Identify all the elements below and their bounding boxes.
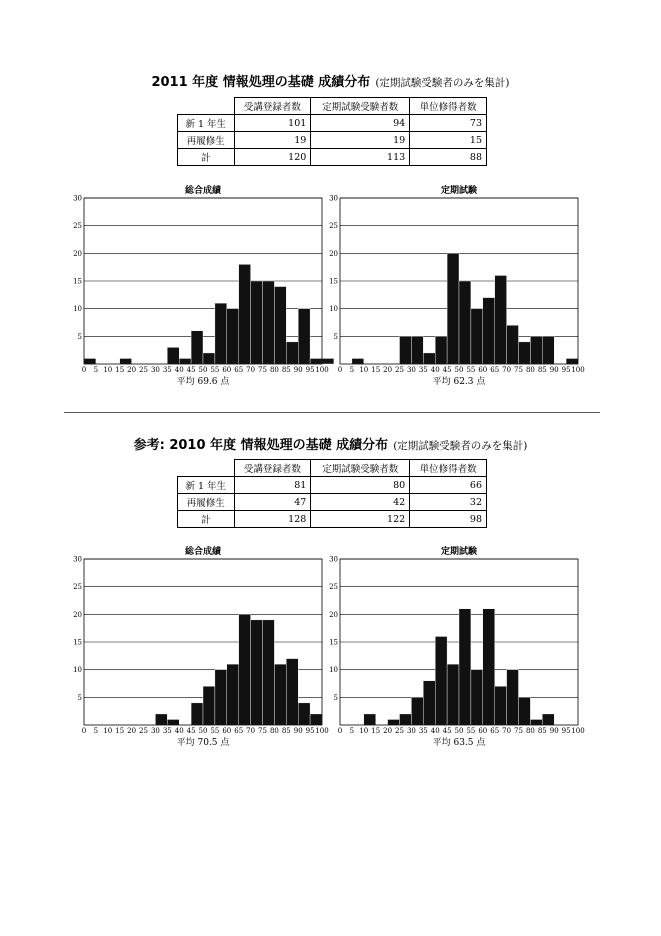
histogram-bar xyxy=(471,670,483,725)
table-corner xyxy=(178,460,235,477)
table-cell: 66 xyxy=(410,477,487,494)
histogram-bar xyxy=(364,714,376,725)
table-cell: 15 xyxy=(410,132,487,149)
y-tick-label: 15 xyxy=(73,638,82,647)
table-cell: 81 xyxy=(234,477,311,494)
y-tick-label: 5 xyxy=(77,693,82,702)
histogram-bar xyxy=(155,714,167,725)
x-tick-label: 20 xyxy=(383,727,393,735)
table-row xyxy=(178,149,487,166)
x-tick-label: 10 xyxy=(103,366,113,374)
histogram-bar xyxy=(286,342,298,364)
histogram-bar xyxy=(388,719,400,725)
histogram-bar xyxy=(483,609,495,725)
histogram-bar xyxy=(120,358,132,364)
histogram-bar xyxy=(239,264,251,364)
histogram-bar xyxy=(542,336,554,364)
histogram-bar xyxy=(435,636,447,725)
table-header-cell: 受講登録者数 xyxy=(234,460,311,477)
histogram-bar xyxy=(471,309,483,364)
row-label: 新 1 年生 xyxy=(178,115,235,132)
histogram-bar xyxy=(215,303,227,364)
histogram-bar xyxy=(203,353,215,364)
x-tick-label: 60 xyxy=(222,366,232,374)
y-tick-label: 20 xyxy=(73,610,82,619)
histogram-svg xyxy=(60,541,329,756)
table-cell: 32 xyxy=(410,494,487,511)
x-tick-label: 30 xyxy=(150,366,160,374)
table-cell: 73 xyxy=(410,115,487,132)
x-tick-label: 45 xyxy=(186,727,196,735)
x-tick-label: 45 xyxy=(442,727,452,735)
x-tick-label: 70 xyxy=(502,727,512,735)
x-tick-label: 15 xyxy=(115,366,125,374)
histogram-2011-exam xyxy=(316,180,585,395)
histogram-bar xyxy=(203,686,215,725)
histogram-bar xyxy=(400,336,412,364)
x-tick-label: 65 xyxy=(490,727,500,735)
x-tick-label: 75 xyxy=(514,727,523,735)
histogram-bar xyxy=(191,331,203,364)
histogram-bar xyxy=(215,670,227,725)
histogram-bar xyxy=(566,358,578,364)
x-tick-label: 50 xyxy=(198,366,208,374)
histogram-bar xyxy=(263,281,275,364)
y-tick-label: 20 xyxy=(329,249,338,258)
y-tick-label: 30 xyxy=(73,194,82,203)
row-label: 計 xyxy=(178,511,235,528)
histogram-bar xyxy=(530,336,542,364)
histogram-bar xyxy=(411,336,423,364)
y-tick-label: 25 xyxy=(73,222,82,231)
x-tick-label: 90 xyxy=(293,366,303,374)
enrollment-table-2011 xyxy=(177,97,487,166)
x-tick-label: 0 xyxy=(81,727,87,735)
table-cell: 98 xyxy=(410,511,487,528)
y-tick-label: 15 xyxy=(329,638,338,647)
histogram-bar xyxy=(423,353,435,364)
table-cell: 94 xyxy=(311,115,410,132)
histogram-bar xyxy=(263,620,275,725)
x-tick-label: 60 xyxy=(478,366,488,374)
y-tick-label: 10 xyxy=(73,666,82,675)
y-tick-label: 15 xyxy=(73,277,82,286)
x-tick-label: 30 xyxy=(406,727,416,735)
histogram-bar xyxy=(274,287,286,364)
x-tick-label: 5 xyxy=(93,366,99,374)
x-tick-label: 10 xyxy=(359,727,369,735)
x-tick-label: 50 xyxy=(198,727,208,735)
histogram-bar xyxy=(435,336,447,364)
x-tick-label: 60 xyxy=(222,727,232,735)
table-row xyxy=(178,115,487,132)
y-tick-label: 10 xyxy=(73,305,82,314)
x-tick-label: 40 xyxy=(174,727,184,735)
histogram-bar xyxy=(507,670,519,725)
table-row xyxy=(178,511,487,528)
x-tick-label: 55 xyxy=(210,366,220,374)
chart-title: 総合成績 xyxy=(184,186,222,196)
histogram-svg xyxy=(316,541,585,756)
mean-caption: 平均 69.6 点 xyxy=(176,377,230,387)
histogram-bar xyxy=(84,358,96,364)
mean-caption: 平均 63.5 点 xyxy=(432,738,486,748)
x-tick-label: 50 xyxy=(454,366,464,374)
y-tick-label: 25 xyxy=(73,583,82,592)
y-tick-label: 5 xyxy=(77,332,82,341)
x-tick-label: 25 xyxy=(139,366,148,374)
x-tick-label: 25 xyxy=(139,727,148,735)
x-tick-label: 50 xyxy=(454,727,464,735)
title-text: 2011 年度 情報処理の基礎 成績分布 xyxy=(151,75,371,90)
x-tick-label: 15 xyxy=(371,366,381,374)
x-tick-label: 85 xyxy=(281,366,291,374)
x-tick-label: 15 xyxy=(371,727,381,735)
x-tick-label: 35 xyxy=(418,727,428,735)
table-corner xyxy=(178,98,235,115)
x-tick-label: 80 xyxy=(269,727,279,735)
row-label: 再履修生 xyxy=(178,494,235,511)
histogram-svg xyxy=(60,180,329,395)
row-label: 計 xyxy=(178,149,235,166)
x-tick-label: 65 xyxy=(490,366,500,374)
x-tick-label: 65 xyxy=(234,727,244,735)
y-tick-label: 20 xyxy=(73,249,82,258)
histogram-bar xyxy=(251,620,263,725)
x-tick-label: 35 xyxy=(162,366,172,374)
histogram-bar xyxy=(274,664,286,725)
x-tick-label: 20 xyxy=(127,727,137,735)
histogram-bar xyxy=(519,342,531,364)
histogram-bar xyxy=(447,664,459,725)
histogram-bar xyxy=(519,697,531,725)
x-tick-label: 100 xyxy=(571,727,585,735)
histogram-bar xyxy=(179,358,191,364)
histogram-bar xyxy=(286,659,298,725)
x-tick-label: 95 xyxy=(305,366,315,374)
enrollment-table-2010 xyxy=(177,459,487,528)
table-header-cell: 単位修得者数 xyxy=(410,460,487,477)
y-tick-label: 5 xyxy=(333,693,338,702)
table-cell: 128 xyxy=(234,511,311,528)
x-tick-label: 85 xyxy=(281,727,291,735)
table-cell: 80 xyxy=(311,477,410,494)
histogram-bar xyxy=(191,703,203,725)
table-cell: 113 xyxy=(311,149,410,166)
x-tick-label: 45 xyxy=(442,366,452,374)
x-tick-label: 10 xyxy=(359,366,369,374)
x-tick-label: 0 xyxy=(337,366,343,374)
x-tick-label: 30 xyxy=(150,727,160,735)
histogram-bar xyxy=(251,281,263,364)
report-title-2010 xyxy=(0,434,661,453)
x-tick-label: 35 xyxy=(418,366,428,374)
y-tick-label: 20 xyxy=(329,610,338,619)
x-tick-label: 55 xyxy=(466,727,476,735)
table-header-cell: 定期試験受験者数 xyxy=(311,460,410,477)
chart-title: 定期試験 xyxy=(440,547,478,557)
x-tick-label: 55 xyxy=(466,366,476,374)
histogram-bar xyxy=(542,714,554,725)
x-tick-label: 100 xyxy=(315,727,329,735)
chart-title: 定期試験 xyxy=(440,186,478,196)
table-header-row xyxy=(178,460,487,477)
histogram-2010-exam xyxy=(316,541,585,756)
row-label: 新 1 年生 xyxy=(178,477,235,494)
row-label: 再履修生 xyxy=(178,132,235,149)
x-tick-label: 35 xyxy=(162,727,172,735)
histogram-bar xyxy=(400,714,412,725)
x-tick-label: 95 xyxy=(561,727,571,735)
table-cell: 47 xyxy=(234,494,311,511)
histogram-bar xyxy=(423,681,435,725)
y-tick-label: 10 xyxy=(329,666,338,675)
histogram-bar xyxy=(411,697,423,725)
mean-caption: 平均 70.5 点 xyxy=(176,738,230,748)
chart-title: 総合成績 xyxy=(184,547,222,557)
x-tick-label: 5 xyxy=(93,727,99,735)
x-tick-label: 55 xyxy=(210,727,220,735)
x-tick-label: 100 xyxy=(315,366,329,374)
x-tick-label: 20 xyxy=(127,366,137,374)
histogram-svg xyxy=(316,180,585,395)
table-header-cell: 定期試験受験者数 xyxy=(311,98,410,115)
table-row xyxy=(178,494,487,511)
histogram-bar xyxy=(495,686,507,725)
x-tick-label: 25 xyxy=(395,366,404,374)
x-tick-label: 95 xyxy=(305,727,315,735)
y-tick-label: 30 xyxy=(329,194,338,203)
x-tick-label: 70 xyxy=(246,366,256,374)
histogram-bar xyxy=(352,358,364,364)
histogram-bar xyxy=(507,325,519,364)
x-tick-label: 75 xyxy=(514,366,523,374)
x-tick-label: 80 xyxy=(269,366,279,374)
histogram-bar xyxy=(483,298,495,364)
x-tick-label: 90 xyxy=(293,727,303,735)
x-tick-label: 65 xyxy=(234,366,244,374)
table-cell: 122 xyxy=(311,511,410,528)
x-tick-label: 0 xyxy=(81,366,87,374)
x-tick-label: 70 xyxy=(246,727,256,735)
x-tick-label: 5 xyxy=(349,727,355,735)
table-cell: 101 xyxy=(234,115,311,132)
histogram-bar xyxy=(298,309,310,364)
x-tick-label: 85 xyxy=(537,366,547,374)
table-cell: 42 xyxy=(311,494,410,511)
table-row xyxy=(178,477,487,494)
x-tick-label: 15 xyxy=(115,727,125,735)
y-tick-label: 10 xyxy=(329,305,338,314)
x-tick-label: 75 xyxy=(258,727,267,735)
histogram-bar xyxy=(530,719,542,725)
title-note: (定期試験受験者のみを集計) xyxy=(393,440,528,452)
x-tick-label: 45 xyxy=(186,366,196,374)
histogram-bar xyxy=(227,664,239,725)
y-tick-label: 25 xyxy=(329,583,338,592)
histogram-bar xyxy=(459,281,471,364)
title-text: 参考: 2010 年度 情報処理の基礎 成績分布 xyxy=(133,438,389,453)
table-header-cell: 受講登録者数 xyxy=(234,98,311,115)
histogram-bar xyxy=(239,614,251,725)
x-tick-label: 30 xyxy=(406,366,416,374)
y-tick-label: 5 xyxy=(333,332,338,341)
table-cell: 19 xyxy=(234,132,311,149)
x-tick-label: 10 xyxy=(103,727,113,735)
histogram-bar xyxy=(495,275,507,364)
table-row xyxy=(178,132,487,149)
x-tick-label: 90 xyxy=(549,727,559,735)
y-tick-label: 15 xyxy=(329,277,338,286)
histogram-2010-overall xyxy=(60,541,329,756)
y-tick-label: 25 xyxy=(329,222,338,231)
x-tick-label: 100 xyxy=(571,366,585,374)
x-tick-label: 40 xyxy=(174,366,184,374)
x-tick-label: 40 xyxy=(430,366,440,374)
table-cell: 19 xyxy=(311,132,410,149)
report-title-2011 xyxy=(0,71,661,90)
x-tick-label: 70 xyxy=(502,366,512,374)
x-tick-label: 85 xyxy=(537,727,547,735)
table-cell: 88 xyxy=(410,149,487,166)
table-header-row xyxy=(178,98,487,115)
histogram-bar xyxy=(167,719,179,725)
x-tick-label: 90 xyxy=(549,366,559,374)
x-tick-label: 0 xyxy=(337,727,343,735)
x-tick-label: 20 xyxy=(383,366,393,374)
y-tick-label: 30 xyxy=(329,555,338,564)
x-tick-label: 95 xyxy=(561,366,571,374)
histogram-bar xyxy=(227,309,239,364)
x-tick-label: 75 xyxy=(258,366,267,374)
mean-caption: 平均 62.3 点 xyxy=(432,377,486,387)
x-tick-label: 80 xyxy=(525,727,535,735)
histogram-2011-overall xyxy=(60,180,329,395)
title-note: (定期試験受験者のみを集計) xyxy=(375,77,510,89)
x-tick-label: 60 xyxy=(478,727,488,735)
histogram-bar xyxy=(447,253,459,364)
x-tick-label: 40 xyxy=(430,727,440,735)
x-tick-label: 25 xyxy=(395,727,404,735)
y-tick-label: 30 xyxy=(73,555,82,564)
table-header-cell: 単位修得者数 xyxy=(410,98,487,115)
histogram-bar xyxy=(459,609,471,725)
table-cell: 120 xyxy=(234,149,311,166)
histogram-bar xyxy=(298,703,310,725)
x-tick-label: 80 xyxy=(525,366,535,374)
x-tick-label: 5 xyxy=(349,366,355,374)
histogram-bar xyxy=(167,347,179,364)
